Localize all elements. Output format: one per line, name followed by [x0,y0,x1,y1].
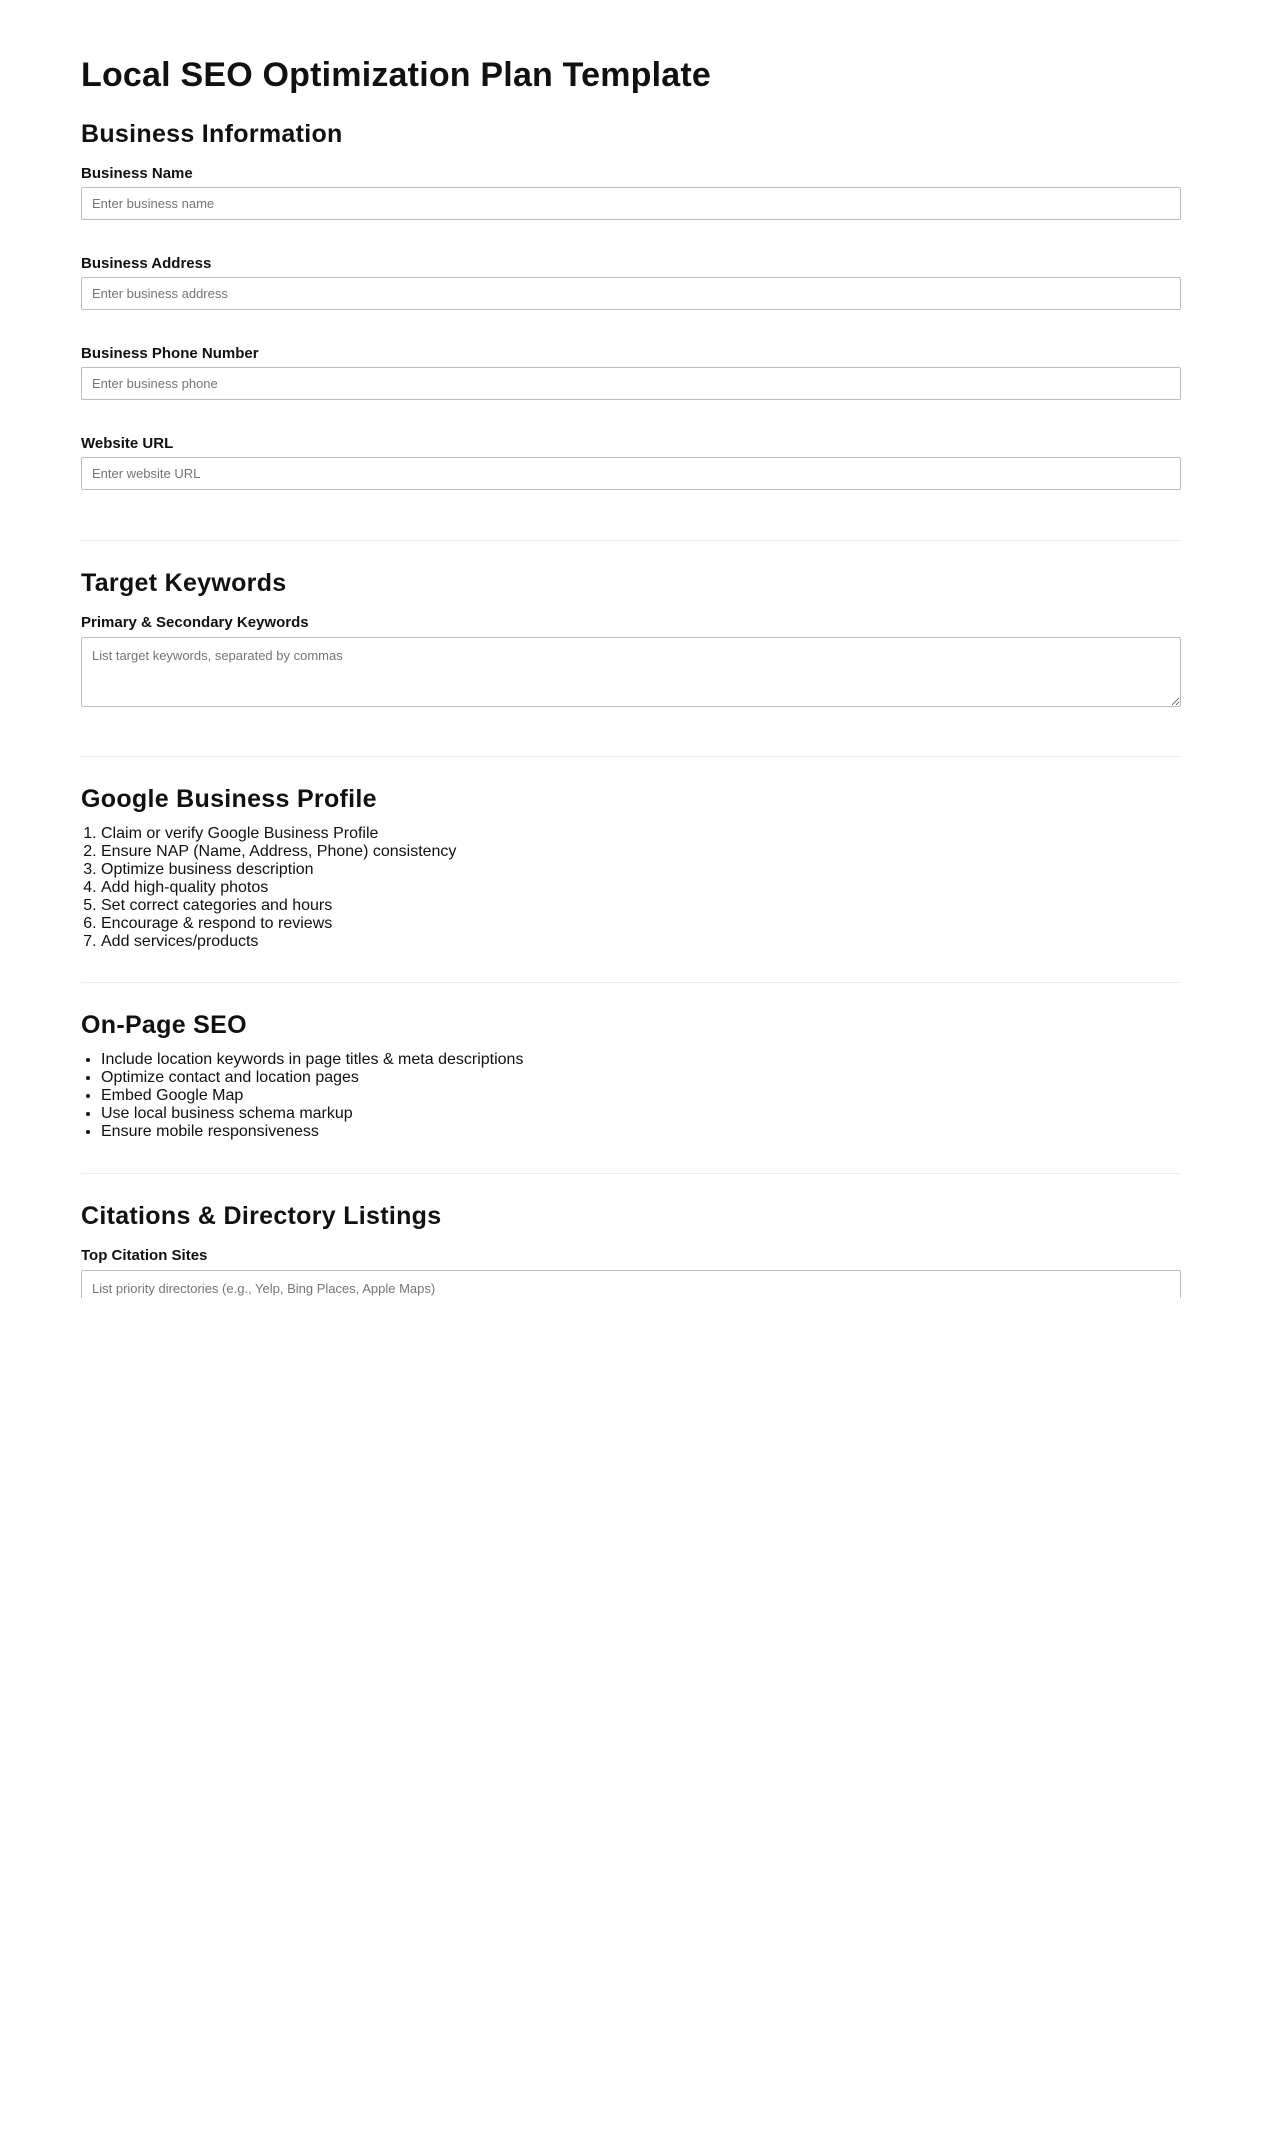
list-item: • Ensure mobile responsiveness [101,1123,523,1141]
business-address-label: Business Address [81,255,212,272]
website-url-label: Website URL [81,435,174,452]
list-item: 3. Optimize business description [101,861,456,879]
list-item: • Include location keywords in page titles & meta descriptions [101,1051,523,1069]
list-item: • Embed Google Map [101,1087,523,1105]
citation-sites-textarea[interactable] [81,1270,1181,1298]
keywords-label: Primary & Secondary Keywords [81,614,309,631]
list-item: 4. Add high-quality photos [101,879,456,897]
business-address-input[interactable] [81,277,1181,310]
list-item: 5. Set correct categories and hours [101,897,456,915]
website-url-input[interactable] [81,457,1181,490]
list-item: 2. Ensure NAP (Name, Address, Phone) consistency [101,843,456,861]
business-name-input[interactable] [81,187,1181,220]
list-item: • Use local business schema markup [101,1105,523,1123]
google-business-profile-heading: Google Business Profile [81,785,377,813]
section-divider [81,540,1181,541]
citations-heading: Citations & Directory Listings [81,1202,442,1230]
list-item: 1. Claim or verify Google Business Profile [101,825,456,843]
target-keywords-heading: Target Keywords [81,569,287,597]
section-divider [81,982,1181,983]
business-phone-label: Business Phone Number [81,345,259,362]
section-divider [81,1173,1181,1174]
list-item: 7. Add services/products [101,933,456,951]
plan-document [81,0,1181,1298]
business-phone-input[interactable] [81,367,1181,400]
business-info-heading: Business Information [81,120,343,148]
section-divider [81,756,1181,757]
citation-sites-label: Top Citation Sites [81,1247,208,1264]
on-page-seo-heading: On-Page SEO [81,1011,247,1039]
list-item: • Optimize contact and location pages [101,1069,523,1087]
business-name-label: Business Name [81,165,193,182]
on-page-seo-checklist [81,1051,523,1141]
google-business-profile-checklist [81,825,456,951]
list-item: 6. Encourage & respond to reviews [101,915,456,933]
page-title: Local SEO Optimization Plan Template [81,56,712,94]
keywords-textarea[interactable] [81,637,1181,707]
